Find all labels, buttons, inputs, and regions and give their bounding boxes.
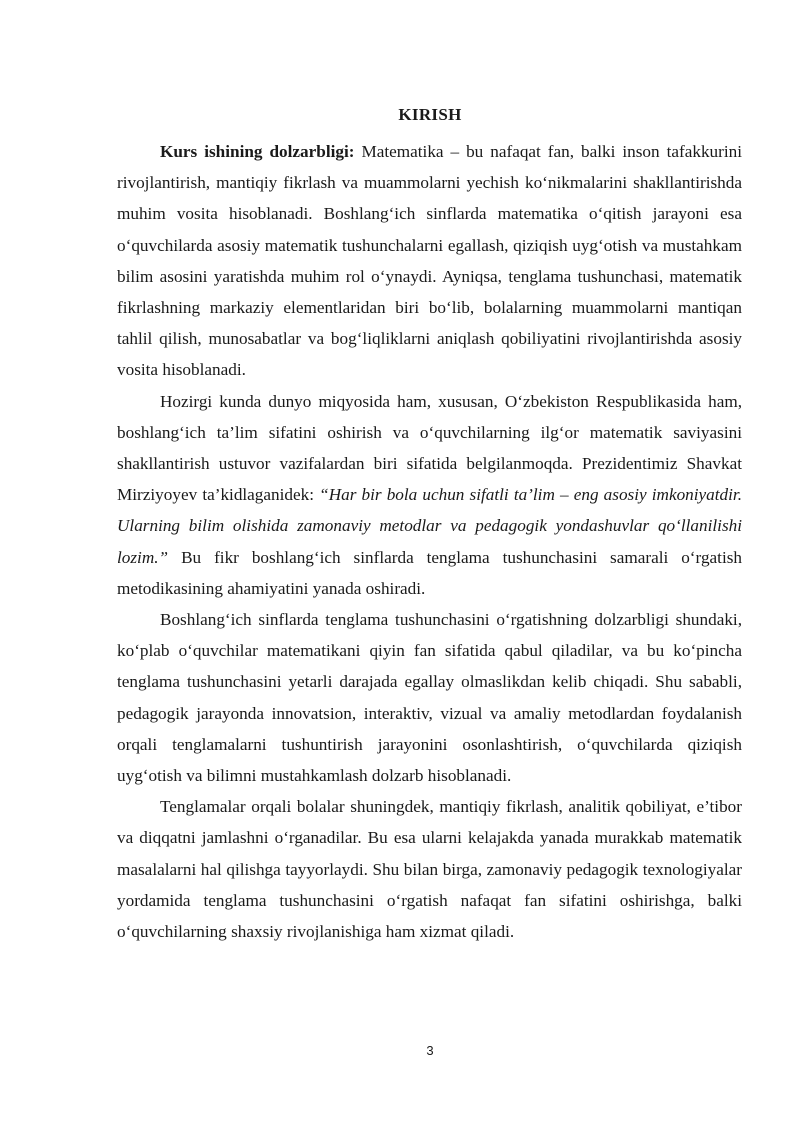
quote-text: “Har bir bola uchun sifatli ta’lim – eng asosiy imkoniyatdir. Ularning bilim olishida zamonaviy metodlar va pedagogik yondashuvlar qo‘llanilishi lozim.”	[117, 485, 742, 567]
paragraph-teaching-relevance	[117, 604, 742, 791]
page-title: KIRISH	[398, 105, 462, 124]
paragraph-text: Tenglamalar orqali bolalar shuningdek, mantiqiy fikrlash, analitik qobiliyat, e’tibor va diqqatni jamlashni o‘rganadilar. Bu esa ularni kelajakda yanada murakkab matematik masalalarni hal qilishga tayyorlaydi. Shu bilan birga, zamonaviy pedagogik texnologiyalar yordamida tenglama tushunchasini o‘rgatish nafaqat fan sifatini oshirishga, balki o‘quvchilarning shaxsiy rivojlanishiga ham xizmat qiladi.	[117, 797, 742, 942]
page-number: 3	[426, 1043, 434, 1058]
paragraph-relevance	[117, 136, 742, 386]
paragraph-text-before-quote: Hozirgi kunda dunyo miqyosida ham, xususan, O‘zbekiston Respublikasida ham, boshlang‘ich ta’lim sifatini oshirish va o‘quvchilarning ilg‘or matematik saviyasini shakllantirish ustuvor vazifalardan biri sifatida belgilanmoqda. Prezidentimiz Shavkat Mirziyoyev ta’kidlaganidek:	[117, 391, 742, 505]
paragraph-president-quote	[117, 386, 742, 604]
paragraph-lead: Kurs ishining dolzarbligi:	[160, 142, 355, 161]
body-text	[117, 136, 742, 947]
paragraph-equations-benefits	[117, 791, 742, 947]
paragraph-text: Boshlang‘ich sinflarda tenglama tushunchasini o‘rgatishning dolzarbligi shundaki, ko‘plab o‘quvchilar matematikani qiyin fan sifatida qabul qiladilar, va bu ko‘pincha tenglama tushunchasini yetarli darajada egallay olmaslikdan kelib chiqadi. Shu sababli, pedagogik jarayonda innovatsion, interaktiv, vizual va amaliy metodlardan foydalanish orqali tenglamalarni tushuntirish jarayonini osonlashtirish, o‘quvchilarda qiziqish uyg‘otish va bilimni mustahkamlash dolzarb hisoblanadi.	[117, 610, 742, 786]
paragraph-text: Matematika – bu nafaqat fan, balki inson tafakkurini rivojlantirish, mantiqiy fikrlash va muammolarni yechish ko‘nikmalarini shakllantirishda muhim vosita hisoblanadi. Boshlang‘ich sinflarda matematika o‘qitish jarayoni esa o‘quvchilarda asosiy matematik tushunchalarni egallash, qiziqish uyg‘otish va mustahkam bilim asosini yaratishda muhim rol o‘ynaydi. Ayniqsa, tenglama tushunchasi, matematik fikrlashning markaziy elementlaridan biri bo‘lib, bolalarning muammolarni mantiqan tahlil qilish, munosabatlar va bog‘liqliklarni aniqlash qobiliyatini rivojlantirishda asosiy vosita hisoblanadi.	[117, 142, 742, 380]
paragraph-text-after-quote: Bu fikr boshlang‘ich sinflarda tenglama tushunchasini samarali o‘rgatish metodikasining ahamiyatini yanada oshiradi.	[117, 547, 742, 598]
